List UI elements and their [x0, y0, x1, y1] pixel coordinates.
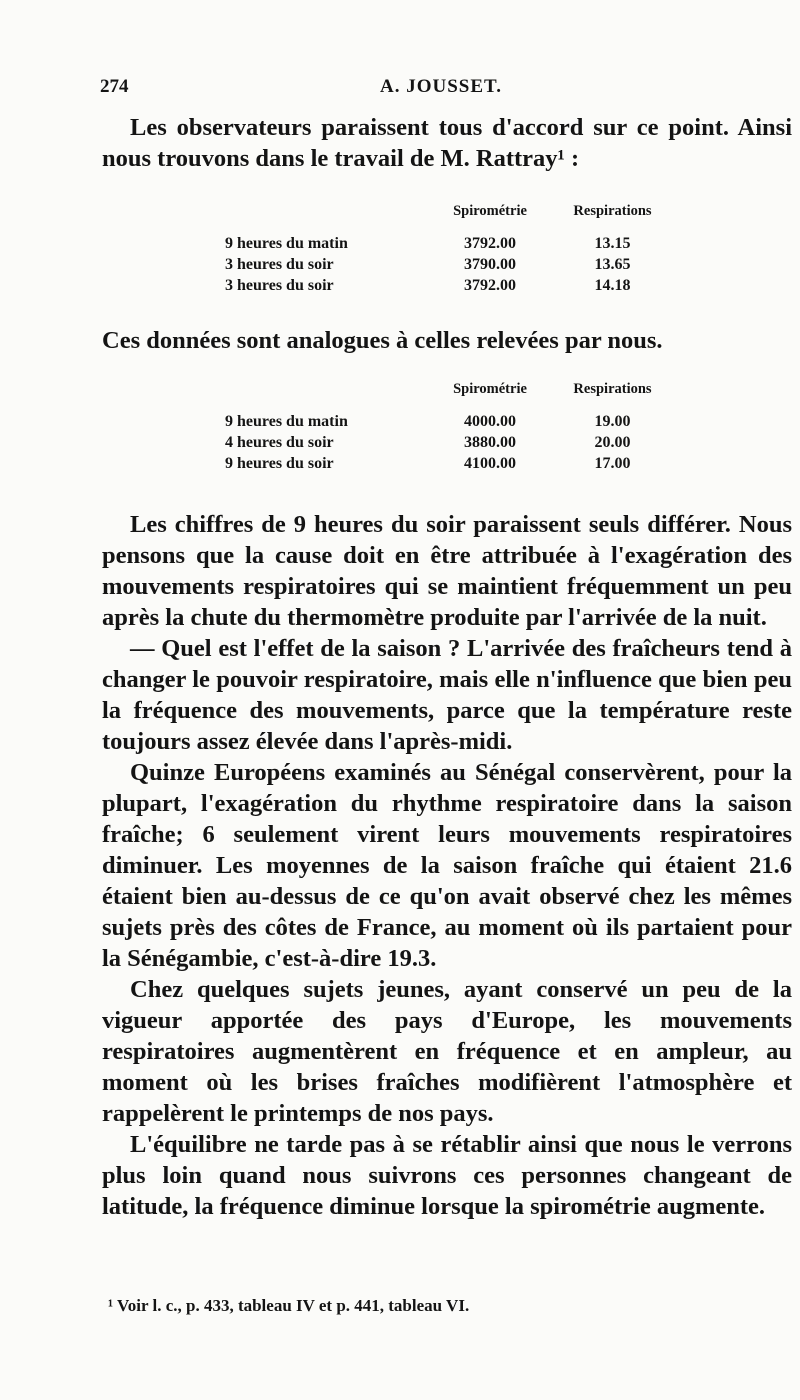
paragraph: Ces données sont analogues à celles relevées par nous. [102, 327, 663, 354]
table-header-cell [225, 381, 430, 411]
table-cell: 9 heures du soir [225, 454, 334, 472]
table-header-cell: Respirations [573, 203, 652, 219]
paragraph: Les observateurs paraissent tous d'accord sur ce point. Ainsi nous trouvons dans le travail de M. Rattray¹ : [102, 114, 792, 172]
mid-paragraph-block [102, 325, 792, 356]
author-table [225, 381, 675, 474]
table-cell: 3792.00 [464, 276, 516, 294]
table-cell: 20.00 [594, 433, 631, 451]
table-cell: 4000.00 [464, 412, 516, 430]
rattray-table [225, 203, 675, 296]
table-cell: 9 heures du matin [225, 234, 348, 252]
table-cell: 3 heures du soir [225, 255, 334, 273]
paragraph: Quinze Européens examinés au Sénégal conservèrent, pour la plupart, l'exagération du rhythme respiratoire dans la saison fraîche; 6 seulement virent leurs mouvements respiratoires diminuer. Les moyennes de la saison fraîche qui étaient 21.6 étaient bien au-dessus de ce qu'on avait observé chez les mêmes sujets près des côtes de France, au moment où ils partaient pour la Sénégambie, c'est-à-dire 19.3. [102, 759, 792, 972]
table-row [225, 233, 675, 254]
table-row [225, 411, 675, 432]
table-cell: 9 heures du matin [225, 412, 348, 430]
table-header-cell: Spirométrie [453, 203, 527, 219]
table-cell: 4 heures du soir [225, 433, 334, 451]
running-head: A. JOUSSET. [380, 76, 503, 97]
paragraph: — Quel est l'effet de la saison ? L'arrivée des fraîcheurs tend à changer le pouvoir respiratoire, mais elle n'influence que bien peu la fréquence des mouvements, parce que la température reste toujours assez élevée dans l'après-midi. [102, 635, 792, 755]
table-cell: 3880.00 [464, 433, 516, 451]
table-row [225, 254, 675, 275]
table-cell: 3790.00 [464, 255, 516, 273]
table-header-row [225, 203, 675, 233]
table-row [225, 275, 675, 296]
paragraph: Chez quelques sujets jeunes, ayant conservé un peu de la vigueur apportée des pays d'Europe, les mouvements respiratoires augmentèrent en fréquence et en ampleur, au moment où les brises fraîches modifièrent l'atmosphère et rappelèrent le printemps de nos pays. [102, 976, 792, 1127]
paragraph: L'équilibre ne tarde pas à se rétablir ainsi que nous le verrons plus loin quand nous suivrons ces personnes changeant de latitude, la fréquence diminue lorsque la spirométrie augmente. [102, 1131, 792, 1220]
page-number: 274 [100, 76, 129, 97]
table-cell: 3 heures du soir [225, 276, 334, 294]
table-row [225, 432, 675, 453]
table-cell: 13.65 [594, 255, 631, 273]
table-cell: 3792.00 [464, 234, 516, 252]
table-cell: 14.18 [594, 276, 631, 294]
table-cell: 19.00 [594, 412, 631, 430]
intro-paragraph-block [102, 112, 792, 174]
table-header-cell: Respirations [573, 381, 652, 397]
main-paragraph-block [102, 509, 792, 1222]
table-cell: 13.15 [594, 234, 631, 252]
table-row [225, 453, 675, 474]
table-header-row [225, 381, 675, 411]
table-cell: 17.00 [594, 454, 631, 472]
table-header-cell: Spirométrie [453, 381, 527, 397]
paragraph: Les chiffres de 9 heures du soir paraissent seuls différer. Nous pensons que la cause doit en être attribuée à l'exagération des mouvements respiratoires qui se maintient fréquemment un peu après la chute du thermomètre produite par l'arrivée de la nuit. [102, 511, 792, 631]
footnote: ¹ Voir l. c., p. 433, tableau IV et p. 441, tableau VI. [108, 1296, 470, 1315]
page-header [100, 76, 790, 100]
table-header-cell [225, 203, 430, 233]
table-cell: 4100.00 [464, 454, 516, 472]
